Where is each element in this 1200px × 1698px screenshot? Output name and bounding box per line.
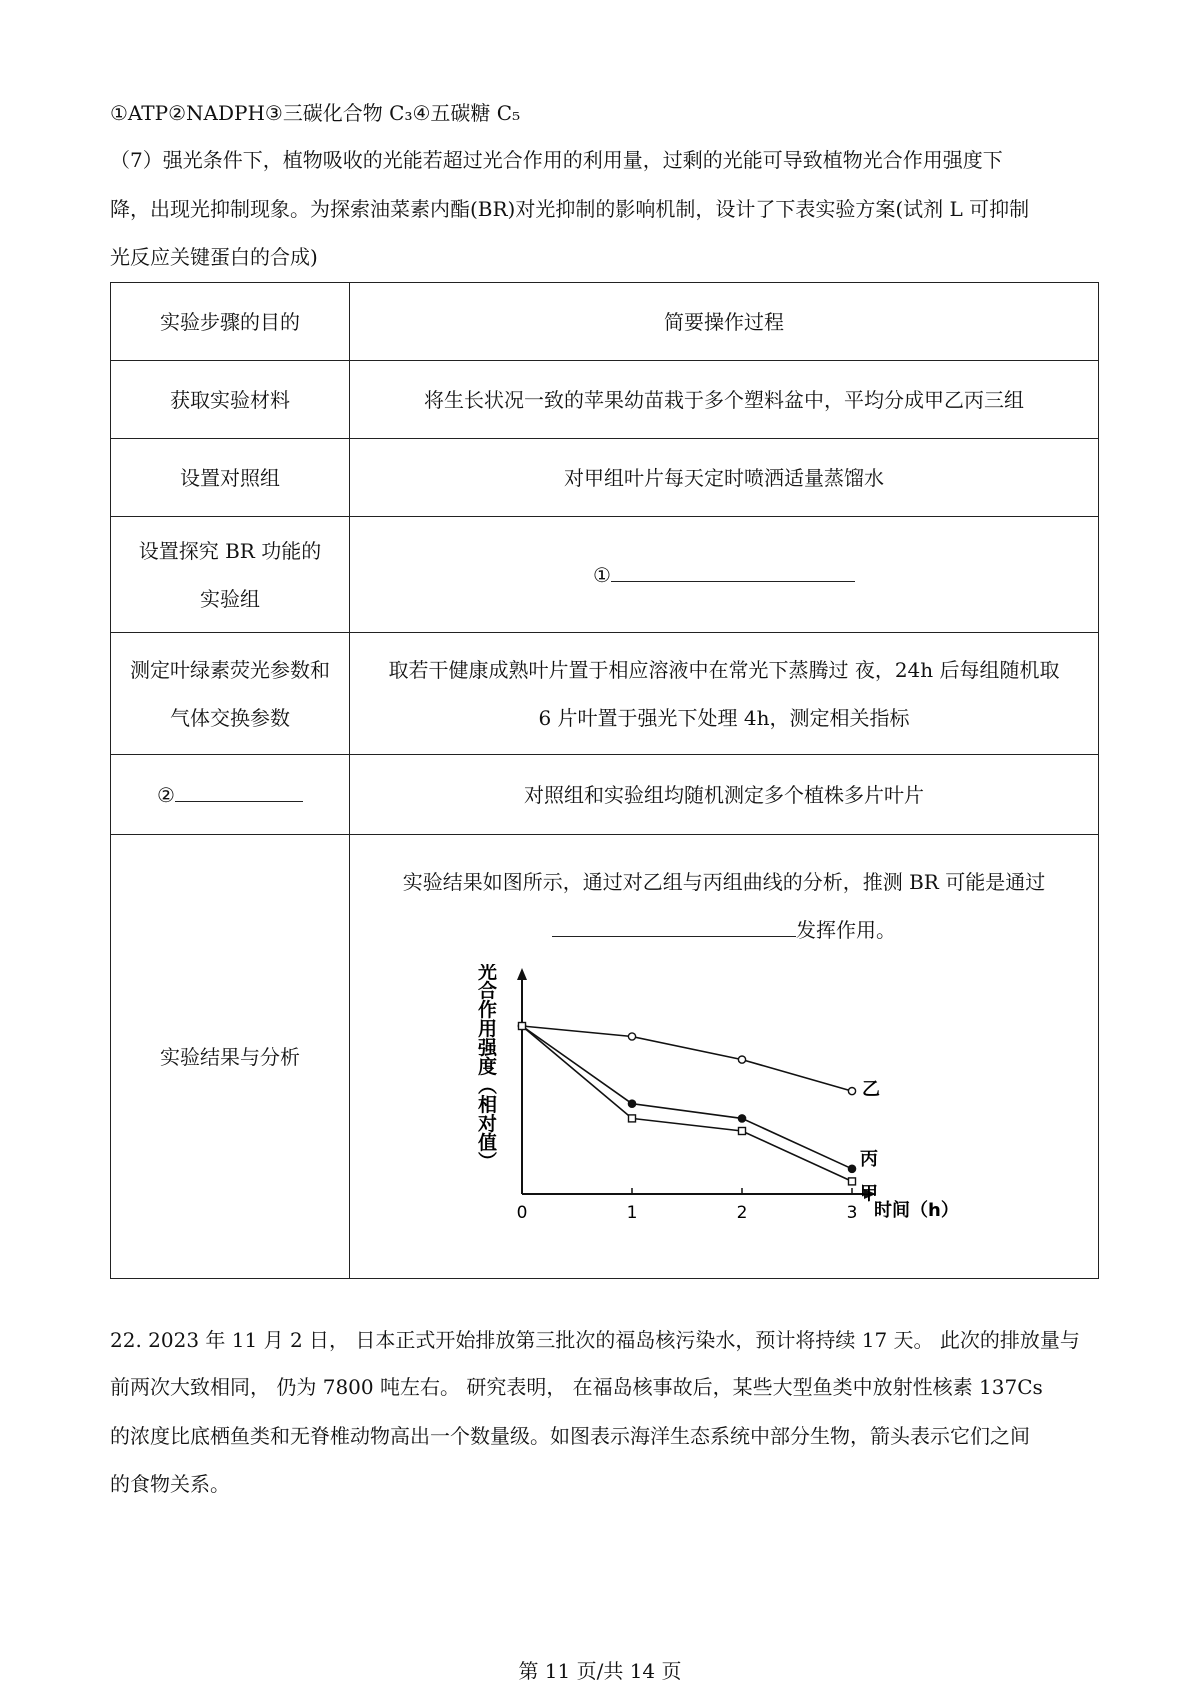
table-row: [111, 517, 1099, 633]
series-label: 乙: [862, 1079, 880, 1101]
row-operation: 对甲组叶片每天定时喷洒适量蒸馏水: [350, 439, 1099, 517]
header-purpose: 实验步骤的目的: [111, 283, 350, 361]
table-row: [111, 439, 1099, 517]
row-purpose: 设置对照组: [111, 439, 350, 517]
row-purpose: [111, 633, 350, 755]
series-label: 丙: [860, 1148, 878, 1170]
page-footer: 第 11 页/共 14 页: [518, 1659, 682, 1683]
data-point: [519, 1023, 526, 1030]
row-purpose: [111, 755, 350, 835]
question-22-line-2: 前两次大致相同， 仍为 7800 吨左右。 研究表明， 在福岛核事故后，某些大型鱼类中放射性核素 137Cs: [110, 1375, 1043, 1399]
table-row: [111, 755, 1099, 835]
answer-line: ①ATP②NADPH③三碳化合物 C₃④五碳糖 C₅: [110, 101, 521, 125]
row-purpose: [111, 517, 350, 633]
data-point: [628, 1100, 635, 1107]
x-tick-label: 1: [626, 1203, 638, 1223]
row-purpose: 获取实验材料: [111, 361, 350, 439]
analysis-line-2-text: 发挥作用。: [796, 918, 896, 942]
experiment-table: [110, 282, 1099, 1279]
purpose-line-1: 设置探究 BR 功能的: [138, 538, 322, 563]
series-label: 甲: [860, 1183, 878, 1205]
question-7-line-2: 降，出现光抑制现象。为探索油菜素内酯(BR)对光抑制的影响机制，设计了下表实验方案(试剂 L 可抑制: [110, 197, 1030, 221]
answer-blank-2[interactable]: [175, 777, 303, 802]
y-axis-label: 光合作用强度（相对值）: [475, 964, 497, 1171]
series-line-甲: [522, 1026, 852, 1181]
data-point: [848, 1165, 855, 1172]
question-7-line-3: 光反应关键蛋白的合成): [110, 245, 318, 269]
blank-marker-1: ①: [593, 562, 611, 587]
chart-marks: [518, 1022, 880, 1204]
purpose-line-2: 实验组: [200, 586, 260, 611]
question-7-line-1: （7）强光条件下，植物吸收的光能若超过光合作用的利用量，过剩的光能可导致植物光合作用强度下: [110, 148, 1003, 172]
question-22-line-3: 的浓度比底栖鱼类和无脊椎动物高出一个数量级。如图表示海洋生态系统中部分生物，箭头表示它们之间: [110, 1424, 1030, 1448]
table-row: [111, 835, 1099, 1279]
series-line-乙: [522, 1026, 852, 1091]
operation-line-2: 6 片叶置于强光下处理 4h，测定相关指标: [538, 705, 910, 730]
purpose-line-2: 气体交换参数: [170, 705, 290, 730]
y-axis-arrow: [517, 968, 527, 980]
data-point: [739, 1128, 746, 1135]
x-tick-label: 0: [516, 1203, 528, 1223]
question-22-line-4: 的食物关系。: [110, 1472, 230, 1496]
data-point: [738, 1056, 745, 1063]
row-operation: [350, 633, 1099, 755]
row-purpose: 实验结果与分析: [111, 835, 350, 1279]
x-axis-label: 时间（h）: [874, 1200, 959, 1221]
data-point: [628, 1033, 635, 1040]
data-point: [849, 1178, 856, 1185]
row-operation: [350, 517, 1099, 633]
table-row: [111, 361, 1099, 439]
question-22-line-1: 22. 2023 年 11 月 2 日， 日本正式开始排放第三批次的福岛核污染水，预计将持续 17 天。 此次的排放量与: [110, 1328, 1080, 1352]
table-header-row: [111, 283, 1099, 361]
purpose-line-1: 测定叶绿素荧光参数和: [130, 657, 330, 682]
answer-blank-3[interactable]: [552, 912, 796, 937]
table-row: [111, 633, 1099, 755]
operation-line-1: 取若干健康成熟叶片置于相应溶液中在常光下蒸腾过 夜，24h 后每组随机取: [388, 657, 1060, 682]
x-tick-label: 3: [846, 1203, 858, 1223]
header-operation: 简要操作过程: [350, 283, 1099, 361]
answer-blank-1[interactable]: [611, 557, 855, 582]
analysis-line-2: [362, 906, 1086, 954]
chart-axes: [517, 968, 876, 1223]
data-point: [738, 1115, 745, 1122]
data-point: [629, 1115, 636, 1122]
row-operation: 对照组和实验组均随机测定多个植株多片叶片: [350, 755, 1099, 835]
photosynthesis-chart: [442, 964, 962, 1234]
analysis-line-1: 实验结果如图所示，通过对乙组与丙组曲线的分析，推测 BR 可能是通过: [402, 870, 1046, 894]
row-operation: 将生长状况一致的苹果幼苗栽于多个塑料盆中，平均分成甲乙丙三组: [350, 361, 1099, 439]
data-point: [848, 1088, 855, 1095]
x-tick-label: 2: [736, 1203, 748, 1223]
blank-marker-2: ②: [157, 782, 175, 807]
row-analysis: [350, 835, 1099, 1279]
